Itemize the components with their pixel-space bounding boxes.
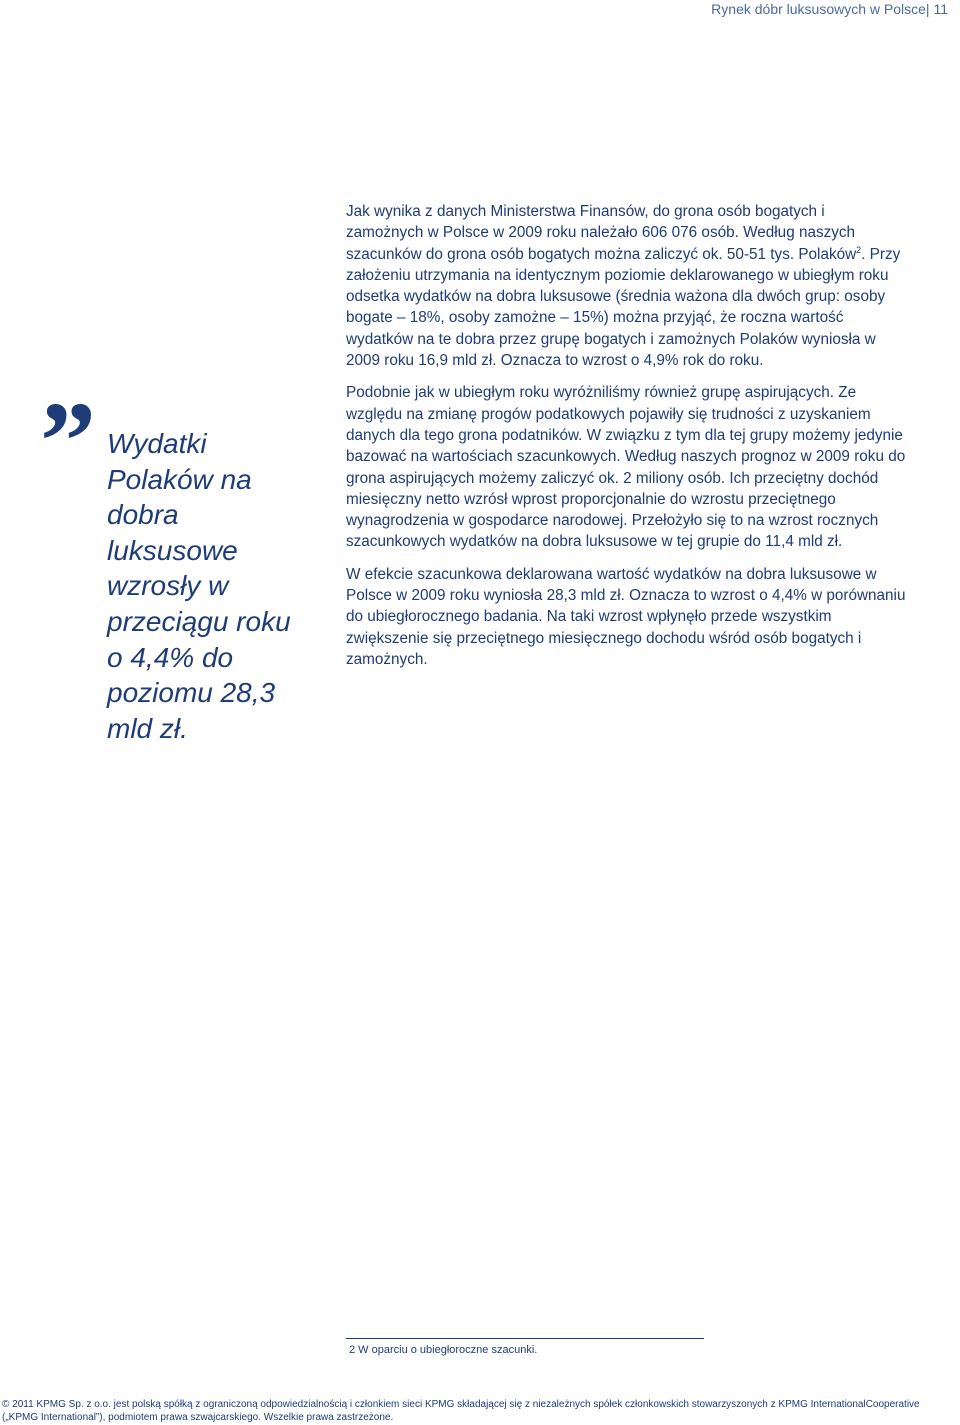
quote-mark-icon: ” (40, 380, 96, 504)
footnote-reference: 2 (856, 244, 862, 255)
paragraph-1 (346, 201, 906, 371)
paragraph-2: Podobnie jak w ubiegłym roku wyróżniliśmy również grupę aspirujących. Ze względu na zmianę progów podatkowych pojawiły się trudności z uzyskaniem danych dla tego grona podatników. W związku z tym dla tej grupy możemy jedynie bazować na wartościach szacunkowych. Według naszych prognoz w 2009 roku do grona aspirujących możemy zaliczyć ok. 2 miliony osób. Ich przeciętny dochód miesięczny netto wzrósł wprost proporcjonalnie do wzrostu przeciętnego wynagrodzenia w gospodarce narodowej. Przełożyło się to na wzrost rocznych szacunkowych wydatków na dobra luksusowe w tej grupie do 11,4 mld zł. (346, 384, 906, 551)
paragraph-1-rest: . Przy założeniu utrzymania na identycznym poziomie deklarowanego w ubiegłym roku odsetka wydatków na dobra luksusowe (średnia ważona dla dwóch grup: osoby bogate – 18%, osoby zamożne – 15%) można przyjąć, że roczna wartość wydatków na te dobra przez grupę bogatych i zamożnych Polaków wyniosła w 2009 roku 16,9 mld zł. Oznacza to wzrost o 4,9% rok do roku. (346, 245, 901, 370)
copyright-footer (2, 1399, 952, 1424)
body-column (346, 201, 906, 681)
footnote-divider (346, 1338, 704, 1339)
running-header: Rynek dóbr luksusowych w Polsce| 11 (711, 1, 948, 17)
paragraph-1-main: Jak wynika z danych Ministerstwa Finansów, do grona osób bogatych i zamożnych w Polsce w 2009 roku należało 606 076 osób. Według naszych szacunków do grona osób bogatych można zaliczyć ok. 50-51 tys. Polaków (346, 203, 857, 263)
footer-line-2: („KPMG International”), podmiotem prawa szwajcarskiego. Wszelkie prawa zastrzeżone. (2, 1411, 394, 1423)
footer-line-1: © 2011 KPMG Sp. z o.o. jest polską spółką z ograniczoną odpowiedzialnością i członkiem sieci KPMG składającej się z niezależnych spółek członkowskich stowarzyszonych z KPMG InternationalCooperative (2, 1399, 920, 1410)
paragraph-3: W efekcie szacunkowa deklarowana wartość wydatków na dobra luksusowe w Polsce w 2009 roku wyniosła 28,3 mld zł. Oznacza to wzrost o 4,4% w porównaniu do ubiegłorocznego badania. Na taki wzrost wpłynęło przede wszystkim zwiększenie się przeciętnego miesięcznego dochodu wśród osób bogatych i zamożnych. (346, 565, 906, 668)
pull-quote-text: Wydatki Polaków na dobra luksusowe wzrosły w przeciągu roku o 4,4% do poziomu 28,3 mld zł. (107, 428, 291, 744)
footnote: 2 W oparciu o ubiegłoroczne szacunki. (349, 1344, 538, 1356)
